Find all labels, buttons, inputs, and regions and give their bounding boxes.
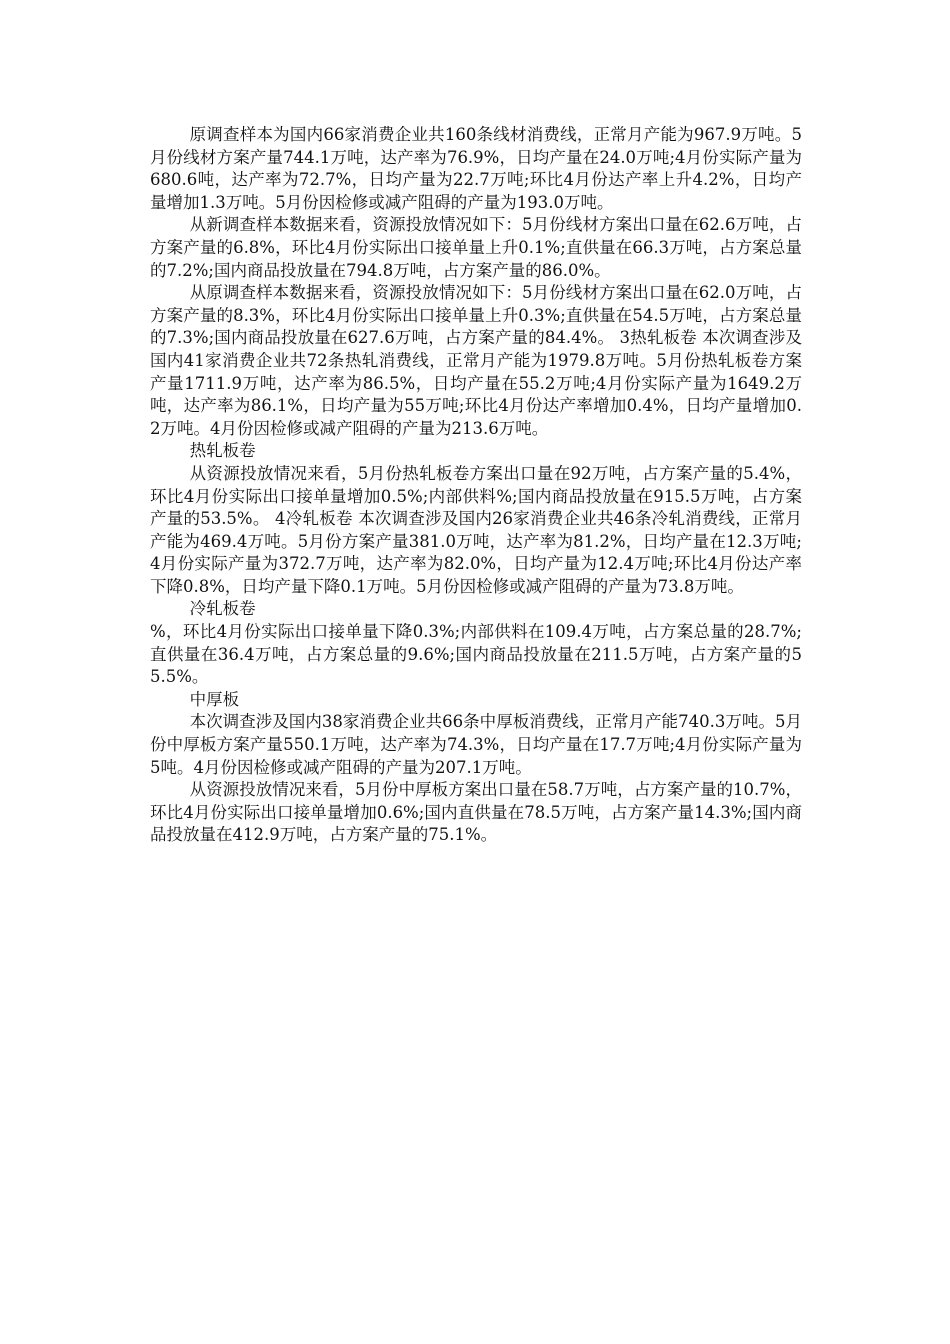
paragraph-wire-rod-old-sample: 原调查样本为国内66家消费企业共160条线材消费线，正常月产能为967.9万吨。5月份线材方案产量744.1万吨，达产率为76.9%，日均产量在24.0万吨;4月份实际产量为680.6吨，达产率为72.7%，日均产量为22.7万吨;环比4月份达产率上升4.2%，日均产量增加1.3万吨。5月份因检修或减产阻碍的产量为193.0万吨。 bbox=[150, 125, 802, 212]
paragraph-wire-rod-old-sample-distribution: 从原调查样本数据来看，资源投放情况如下：5月份线材方案出口量在62.0万吨，占方案产量的8.3%，环比4月份实际出口接单量上升0.3%;直供量在54.5万吨，占方案总量的7.3%;国内商品投放量在627.6万吨，占方案产量的84.4%。 3热轧板卷 本次调查涉及国内41家消费企业共72条热轧消费线，正常月产能为1979.8万吨。5月份热轧板卷方案产量1711.9万吨，达产率为86.5%，日均产量在55.2万吨;4月份实际产量为1649.2万吨，达产率为86.1%，日均产量为55万吨;环比4月份达产率增加0.4%，日均产量增加0.2万吨。4月份因检修或减产阻碍的产量为213.6万吨。 bbox=[150, 283, 802, 438]
section-heading-cold-rolled-coil: 冷轧板卷 bbox=[189, 599, 256, 619]
document-body bbox=[150, 124, 802, 847]
paragraph-hot-rolled-distribution: 从资源投放情况来看，5月份热轧板卷方案出口量在92万吨，占方案产量的5.4%，环比4月份实际出口接单量增加0.5%;内部供料%;国内商品投放量在915.5万吨，占方案产量的53.5%。 4冷轧板卷 本次调查涉及国内26家消费企业共46条冷轧消费线，正常月产能为469.4万吨。5月份方案产量381.0万吨，达产率为81.2%，日均产量在12.3万吨;4月份实际产量为372.7万吨，达产率为82.0%，日均产量为12.4万吨;环比4月份达产率下降0.8%，日均产量下降0.1万吨。5月份因检修或减产阻碍的产量为73.8万吨。 bbox=[150, 463, 802, 596]
paragraph-medium-plate-distribution: 从资源投放情况来看，5月份中厚板方案出口量在58.7万吨，占方案产量的10.7%，环比4月份实际出口接单量增加0.6%;国内直供量在78.5万吨，占方案产量14.3%;国内商品投放量在412.9万吨，占方案产量的75.1%。 bbox=[150, 780, 802, 845]
section-heading-medium-plate: 中厚板 bbox=[189, 689, 240, 709]
section-heading-hot-rolled-coil: 热轧板卷 bbox=[189, 441, 256, 461]
paragraph-cold-rolled-distribution: %，环比4月份实际出口接单量下降0.3%;内部供料在109.4万吨，占方案总量的28.7%;直供量在36.4万吨，占方案总量的9.6%;国内商品投放量在211.5万吨，占方案产量的55.5%。 bbox=[150, 622, 802, 687]
paragraph-medium-plate-survey: 本次调查涉及国内38家消费企业共66条中厚板消费线，正常月产能740.3万吨。5月份中厚板方案产量550.1万吨，达产率为74.3%，日均产量在17.7万吨;4月份实际产量为5吨。4月份因检修或减产阻碍的产量为207.1万吨。 bbox=[150, 712, 802, 777]
paragraph-wire-rod-new-sample-distribution: 从新调查样本数据来看，资源投放情况如下：5月份线材方案出口量在62.6万吨，占方案产量的6.8%，环比4月份实际出口接单量上升0.1%;直供量在66.3万吨，占方案总量的7.2%;国内商品投放量在794.8万吨，占方案产量的86.0%。 bbox=[150, 215, 802, 280]
